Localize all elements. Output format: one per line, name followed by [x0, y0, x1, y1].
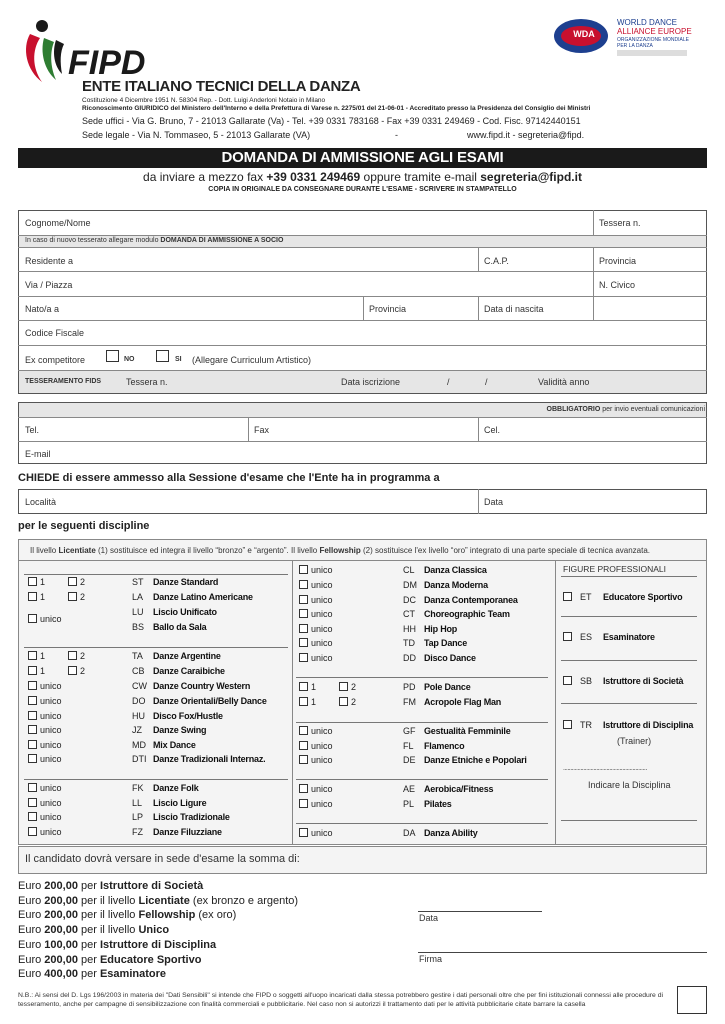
figure-name: Istruttore di Società — [603, 676, 684, 686]
ex-competitore-label: Ex competitore — [25, 355, 86, 365]
discipline-code: HU — [132, 711, 145, 721]
header-line-4-left: Sede legale - Via N. Tommaseo, 5 - 21013 Gallarate (VA) — [82, 130, 311, 140]
validita-label[interactable]: Validità anno — [538, 377, 590, 387]
left-level1-checkbox[interactable]: 1 — [28, 577, 45, 587]
figure-code: ES — [580, 632, 593, 642]
discipline-name: Danze Folk — [153, 783, 199, 793]
fax-line — [18, 170, 707, 184]
discipline-name: Danza Ability — [424, 828, 478, 838]
discipline-code: FL — [403, 741, 414, 751]
left-unico-checkbox[interactable]: unico — [28, 798, 62, 808]
discipline-name: Danze Country Western — [153, 681, 251, 691]
discipline-code: FK — [132, 783, 144, 793]
fax-label[interactable]: Fax — [254, 425, 270, 435]
left-level1-checkbox[interactable]: 1 — [28, 666, 45, 676]
wda-badge-text: WDA — [573, 29, 595, 39]
left-unico-checkbox[interactable]: unico — [28, 812, 62, 822]
tessera-fids-label[interactable]: Tessera n. — [126, 377, 168, 387]
figure-name: Istruttore di Disciplina — [603, 720, 694, 730]
left-unico-checkbox[interactable]: unico — [28, 827, 62, 837]
price-line: Euro 200,00 per Istruttore di Società — [18, 880, 204, 892]
svg-text:WORLD DANCE: WORLD DANCE — [617, 18, 678, 27]
figure-title: FIGURE PROFESSIONALI — [563, 564, 666, 574]
fax-mid: oppure tramite e-mail — [360, 170, 481, 184]
discipline-code: LA — [132, 592, 144, 602]
mid-level1-checkbox[interactable]: 1 — [299, 697, 316, 707]
fax-pre: da inviare a mezzo fax — [143, 170, 267, 184]
mid-level2-checkbox[interactable]: 2 — [339, 697, 356, 707]
discipline-code: CW — [132, 681, 147, 691]
mid-unico-checkbox[interactable]: unico — [299, 609, 333, 619]
price-line: Euro 200,00 per Educatore Sportivo — [18, 953, 202, 966]
discipline-name: Aerobica/Fitness — [424, 784, 494, 794]
discipline-code: AE — [403, 784, 416, 794]
privacy-note: N.B.: Ai sensi del D. Lgs 196/2003 in materia dei "Dati Sensibili" si intende che FIPD o soggetti all'uopo incaricati dalla stessa potrebbero gestire i dati personali oltre che per fini istituzionali connessi alle procedure di tesseramento, anche per campagne di sensibilizzazione con finalità commerciali e pubblicitarie. Nel caso non si autorizzi il trattamento dati per le attività pubblicitarie citate barrare la casella — [18, 992, 664, 1008]
data-iscrizione-label[interactable]: Data iscrizione — [341, 377, 401, 387]
discipline-name: Danze Caraibiche — [153, 666, 225, 676]
mid-unico-checkbox[interactable]: unico — [299, 565, 333, 575]
left-level1-checkbox[interactable]: 1 — [28, 651, 45, 661]
discipline-code: GF — [403, 726, 416, 736]
fax-number: +39 0331 249469 — [266, 170, 361, 184]
discipline-code: DTI — [132, 754, 147, 764]
discipline-code: BS — [132, 622, 145, 632]
slash-2: / — [485, 377, 488, 387]
left-unico-checkbox[interactable]: unico — [28, 696, 62, 706]
left-unico-checkbox[interactable]: unico — [28, 725, 62, 735]
discipline-code: LP — [132, 812, 144, 822]
left-unico-checkbox[interactable]: unico — [28, 681, 62, 691]
cap-label[interactable]: C.A.P. — [484, 256, 509, 266]
cognome-label[interactable]: Cognome/Nome — [25, 218, 91, 228]
allegare-note: (Allegare Curriculum Artistico) — [192, 355, 312, 365]
mid-unico-checkbox[interactable]: unico — [299, 624, 333, 634]
amount-label: Il candidato dovrà versare in sede d'esame la somma di: — [25, 853, 300, 865]
provincia-label[interactable]: Provincia — [599, 256, 637, 266]
svg-text:ORGANIZZAZIONE MONDIALE: ORGANIZZAZIONE MONDIALE — [617, 37, 689, 43]
price-line: Euro 200,00 per il livello Fellowship (ex oro) — [18, 909, 237, 922]
discipline-name: Danze Filuzziane — [153, 827, 222, 837]
sign-data-label[interactable]: Data — [419, 913, 439, 923]
mid-unico-checkbox[interactable]: unico — [299, 653, 333, 663]
discipline-name: Tap Dance — [424, 638, 468, 648]
localita-label[interactable]: Località — [25, 497, 57, 507]
left-unico-checkbox[interactable]: unico — [28, 754, 62, 764]
residente-label[interactable]: Residente a — [25, 256, 74, 266]
ex-competitore-si-checkbox[interactable] — [156, 350, 169, 362]
discipline-name: Danze Swing — [153, 725, 207, 735]
data-label[interactable]: Data — [484, 497, 504, 507]
discipline-code: FZ — [132, 827, 143, 837]
svg-text:PER LA DANZA: PER LA DANZA — [617, 43, 653, 49]
codice-fiscale-label[interactable]: Codice Fiscale — [25, 328, 85, 338]
discipline-name: Danze Tradizionali Internaz. — [153, 754, 266, 764]
tel-label[interactable]: Tel. — [25, 425, 40, 435]
sessione-frame — [18, 489, 707, 514]
discipline-code: TD — [403, 638, 415, 648]
left-level2-checkbox[interactable]: 2 — [68, 577, 85, 587]
discipline-name: Liscio Ligure — [153, 798, 207, 808]
discipline-code: DM — [403, 580, 417, 590]
discipline-title: per le seguenti discipline — [18, 520, 150, 532]
disciplina-dots[interactable]: .......................................................... — [563, 765, 647, 772]
nuovo-tesserato-note: In caso di nuovo tesserato allegare modulo DOMANDA DI AMMISSIONE A SOCIO — [25, 237, 284, 244]
left-unico-checkbox[interactable]: unico — [28, 614, 62, 624]
figure-code: SB — [580, 676, 593, 686]
discipline-name: Flamenco — [424, 741, 465, 751]
svg-text:FIPD: FIPD — [68, 44, 146, 82]
mid-level1-checkbox[interactable]: 1 — [299, 682, 316, 692]
discipline-name: Danze Orientali/Belly Dance — [153, 696, 267, 706]
discipline-code: CL — [403, 565, 415, 575]
si-label: SI — [175, 356, 182, 363]
mid-unico-checkbox[interactable]: unico — [299, 741, 333, 751]
ex-competitore-no-checkbox[interactable] — [106, 350, 119, 362]
no-label: NO — [124, 356, 135, 363]
header-line-1: Costituzione 4 Dicembre 1951 N. 58304 Rep. - Dott. Luigi Anderloni Notaio in Milano — [82, 97, 326, 104]
levels-note: Il livello Licentiate (1) sostituisce ed integra il livello “bronzo” e “argento”. Il livello Fellowship (2) sostituisce l'ex livello “oro” integrato di una parte speciale di tecnica avanzata. — [30, 546, 651, 555]
figure-checkbox[interactable] — [563, 676, 575, 686]
discipline-name: Liscio Unificato — [153, 607, 217, 617]
discipline-code: DE — [403, 755, 416, 765]
discipline-code: CT — [403, 609, 415, 619]
left-unico-checkbox[interactable]: unico — [28, 711, 62, 721]
discipline-name: Danze Latino Americane — [153, 592, 253, 602]
discipline-name: Danze Etniche e Popolari — [424, 755, 527, 765]
discipline-code: LL — [132, 798, 143, 808]
discipline-code: FM — [403, 697, 416, 707]
discipline-code: PL — [403, 799, 415, 809]
header-line-4-right: www.fipd.it - segreteria@fipd. — [467, 130, 585, 140]
civico-label[interactable]: N. Civico — [599, 280, 636, 290]
mid-unico-checkbox[interactable]: unico — [299, 784, 333, 794]
discipline-name: Danza Moderna — [424, 580, 488, 590]
discipline-code: DD — [403, 653, 416, 663]
discipline-code: PD — [403, 682, 416, 692]
discipline-name: Disco Dance — [424, 653, 476, 663]
discipline-name: Liscio Tradizionale — [153, 812, 230, 822]
obbligatorio-note: OBBLIGATORIO per invio eventuali comunicazioni — [546, 406, 705, 413]
svg-text:ALLIANCE EUROPE: ALLIANCE EUROPE — [617, 27, 692, 36]
copy-line: COPIA IN ORIGINALE DA CONSEGNARE DURANTE L'ESAME - SCRIVERE IN STAMPATELLO — [208, 186, 517, 193]
discipline-name: Acropole Flag Man — [424, 697, 502, 707]
mid-unico-checkbox[interactable]: unico — [299, 638, 333, 648]
price-line: Euro 200,00 per il livello Unico — [18, 924, 170, 937]
figure-name: Esaminatore — [603, 632, 655, 642]
indicare-disciplina: Indicare la Disciplina — [588, 780, 671, 790]
fax-email: segreteria@fipd.it — [480, 170, 582, 184]
price-line: Euro 200,00 per il livello Licentiate (ex bronzo e argento) — [18, 894, 299, 907]
left-level1-checkbox[interactable]: 1 — [28, 592, 45, 602]
price-line: Euro 400,00 per Esaminatore — [18, 968, 166, 981]
trainer-label: (Trainer) — [617, 736, 652, 746]
discipline-code: ST — [132, 577, 144, 587]
figure-checkbox[interactable] — [563, 632, 575, 642]
via-label[interactable]: Via / Piazza — [25, 280, 73, 290]
figure-checkbox[interactable] — [563, 592, 575, 602]
header-line-3: Sede uffici - Via G. Bruno, 7 - 21013 Gallarate (Va) - Tel. +39 0331 783168 - Fax +39 0331 249469 - Cod. Fisc. 97142440151 — [82, 116, 581, 126]
left-level2-checkbox[interactable]: 2 — [68, 666, 85, 676]
mid-unico-checkbox[interactable]: unico — [299, 828, 333, 838]
slash-1: / — [447, 377, 450, 387]
tessera-label[interactable]: Tessera n. — [599, 218, 641, 228]
mid-unico-checkbox[interactable]: unico — [299, 755, 333, 765]
email-label[interactable]: E-mail — [25, 449, 51, 459]
tesseramento-label: TESSERAMENTO FIDS — [25, 378, 102, 385]
mid-unico-checkbox[interactable]: unico — [299, 799, 333, 809]
discipline-code: MD — [132, 740, 146, 750]
discipline-name: Danze Standard — [153, 577, 219, 587]
left-unico-checkbox[interactable]: unico — [28, 740, 62, 750]
mid-unico-checkbox[interactable]: unico — [299, 726, 333, 736]
left-unico-checkbox[interactable]: unico — [28, 783, 62, 793]
header-line-4-dash: - — [395, 130, 398, 140]
figure-checkbox[interactable] — [563, 720, 575, 730]
price-line: Euro 100,00 per Istruttore di Disciplina — [18, 938, 217, 951]
discipline-name: Disco Fox/Hustle — [153, 711, 223, 721]
figure-code: TR — [580, 720, 592, 730]
figure-name: Educatore Sportivo — [603, 592, 683, 602]
discipline-code: JZ — [132, 725, 142, 735]
disciplines-box — [18, 539, 707, 845]
left-level2-checkbox[interactable]: 2 — [68, 651, 85, 661]
discipline-name: Pole Dance — [424, 682, 471, 692]
form-title: DOMANDA DI AMMISSIONE AGLI ESAMI — [18, 148, 707, 168]
discipline-code: TA — [132, 651, 143, 661]
discipline-name: Ballo da Sala — [153, 622, 207, 632]
discipline-name: Pilates — [424, 799, 452, 809]
discipline-code: DC — [403, 595, 416, 605]
discipline-name: Choreographic Team — [424, 609, 510, 619]
discipline-name: Danza Classica — [424, 565, 487, 575]
discipline-name: Danze Argentine — [153, 651, 221, 661]
provincia-nascita-label[interactable]: Provincia — [369, 304, 407, 314]
discipline-code: HH — [403, 624, 416, 634]
figure-code: ET — [580, 592, 592, 602]
discipline-code: LU — [132, 607, 144, 617]
discipline-name: Danza Contemporanea — [424, 595, 518, 605]
discipline-name: Gestualità Femminile — [424, 726, 511, 736]
discipline-code: CB — [132, 666, 145, 676]
nato-label[interactable]: Nato/a a — [25, 304, 60, 314]
discipline-name: Hip Hop — [424, 624, 458, 634]
discipline-code: DO — [132, 696, 146, 706]
mid-level2-checkbox[interactable]: 2 — [339, 682, 356, 692]
mid-unico-checkbox[interactable]: unico — [299, 580, 333, 590]
discipline-code: DA — [403, 828, 416, 838]
sign-firma-label[interactable]: Firma — [419, 954, 442, 964]
chiede-title: CHIEDE di essere ammesso alla Sessione d'esame che l'Ente ha in programma a — [18, 472, 440, 484]
header-line-2: Riconoscimento GIURIDICO del Ministero dell'Interno e della Prefettura di Varese n. 2275/01 del 21-06-01 - Accreditato presso la Presidenza del Consiglio dei Ministri — [82, 105, 591, 112]
discipline-name: Mix Dance — [153, 740, 196, 750]
left-level2-checkbox[interactable]: 2 — [68, 592, 85, 602]
privacy-checkbox[interactable] — [677, 986, 707, 1014]
org-name: ENTE ITALIANO TECNICI DELLA DANZA — [82, 78, 361, 95]
cel-label[interactable]: Cel. — [484, 425, 501, 435]
data-nascita-label[interactable]: Data di nascita — [484, 304, 544, 314]
mid-unico-checkbox[interactable]: unico — [299, 595, 333, 605]
